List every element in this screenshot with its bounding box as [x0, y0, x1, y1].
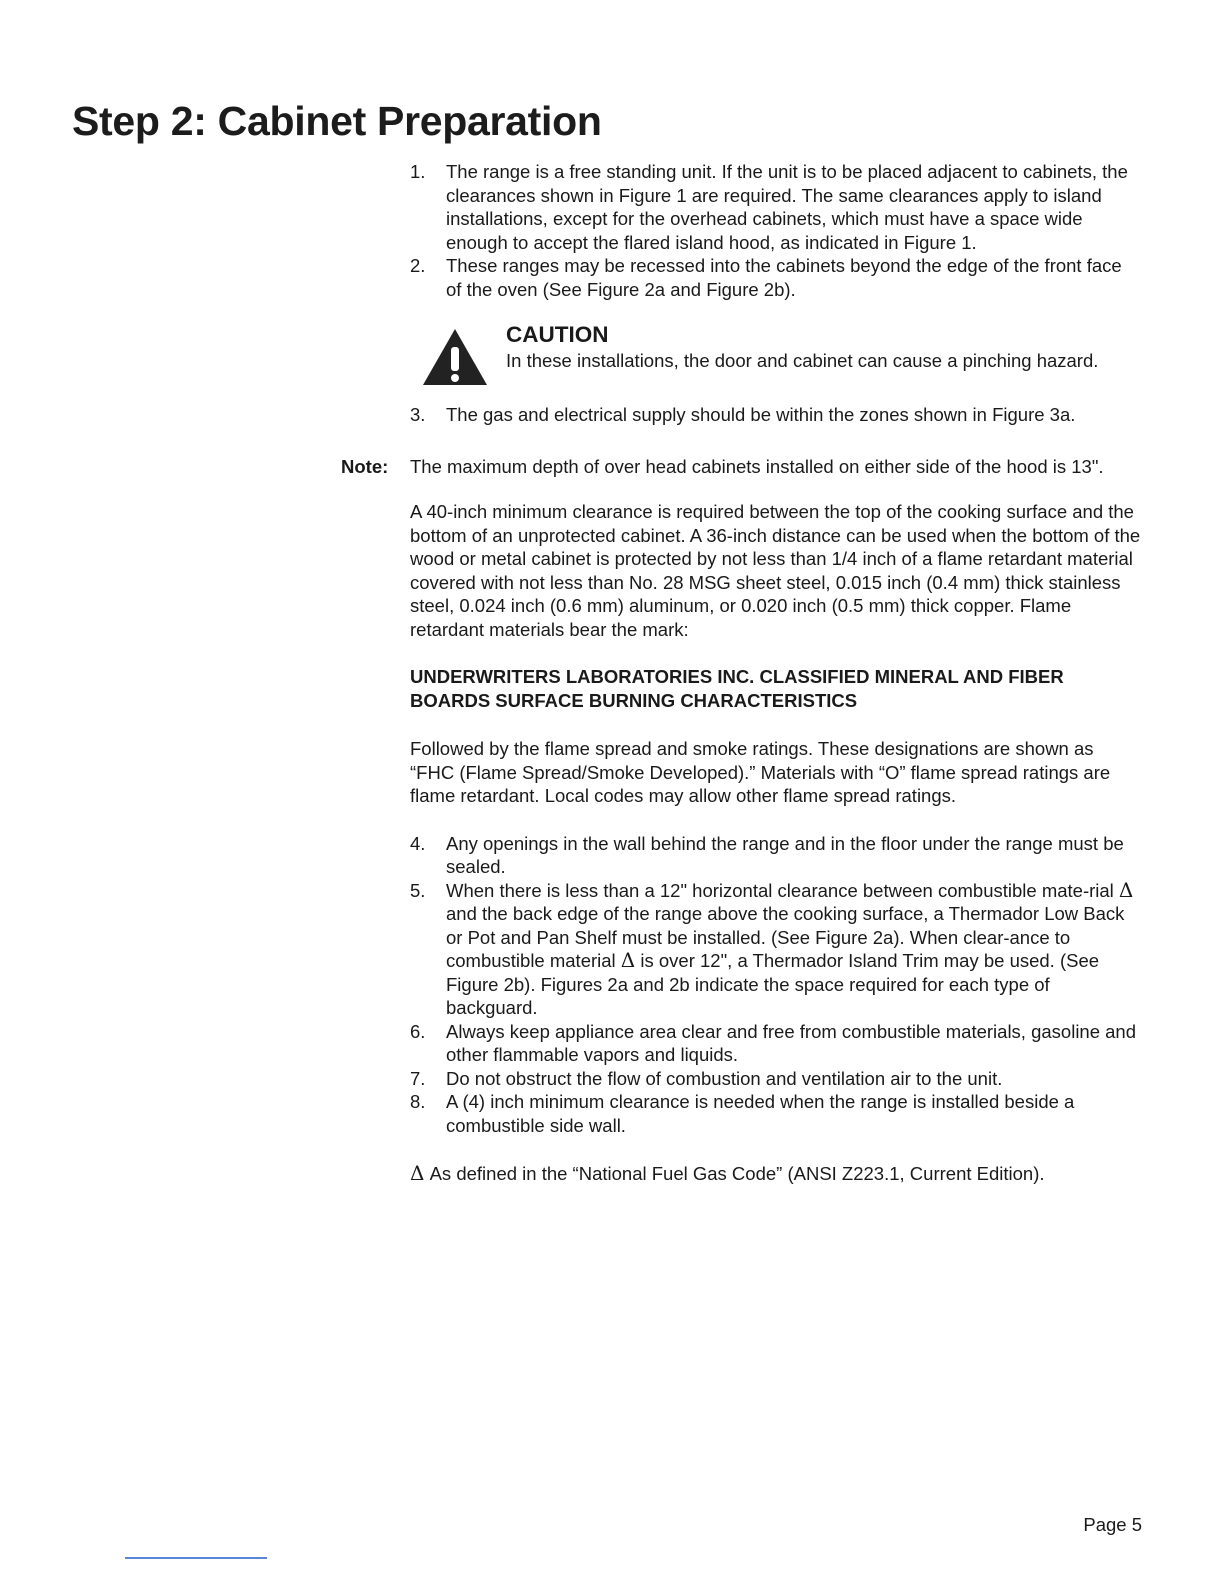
list-item-text: is over 12", a Thermador Island Trim may be used. (See Figure 2b). Figures 2a and 2b indicate the space required for each type of backguard. [446, 950, 1100, 1018]
delta-icon: Δ [1118, 877, 1134, 902]
list-item-text: The gas and electrical supply should be within the zones shown in Figure 3a. [446, 404, 1076, 425]
clearance-paragraph: A 40-inch minimum clearance is required between the top of the cooking surface and the bottom of an unprotected cabinet. A 36-inch distance can be used when the bottom of the wood or metal cabinet is protected by not less than 1/4 inch of a flame retardant material covered with not less than No. 28 MSG sheet steel, 0.015 inch (0.4 mm) thick stainless steel, 0.024 inch (0.6 mm) aluminum, or 0.020 inch (0.5 mm) thick copper. Flame retardant materials bear the mark: [410, 501, 1141, 640]
list-item-number: 3. [410, 404, 426, 425]
list-item-text: Do not obstruct the flow of combustion and ventilation air to the unit. [446, 1067, 1003, 1089]
list-item-number: 7. [410, 1067, 426, 1089]
delta-icon: Δ [410, 1161, 425, 1185]
list-item-number: 4. [410, 832, 426, 854]
numbered-list [341, 403, 1141, 427]
list-item-text: Any openings in the wall behind the range and in the floor under the range must be sealed. [446, 832, 1124, 877]
list-item-number: 2. [410, 255, 426, 276]
list-item [341, 1067, 1141, 1091]
list-item-text: These ranges may be recessed into the cabinets beyond the edge of the front face of the oven (See Figure 2a and Figure 2b). [446, 255, 1122, 300]
list-item [341, 160, 1141, 254]
list-item [341, 403, 1141, 427]
list-item-text: Always keep appliance area clear and free from combustible materials, gasoline and other flammable vapors and liquids. [446, 1020, 1137, 1065]
list-item [341, 1090, 1141, 1137]
list-item-number: 6. [410, 1020, 426, 1042]
list-item [341, 254, 1141, 301]
note [341, 455, 1141, 479]
page-title: Step 2: Cabinet Preparation [72, 98, 602, 144]
list-item-number: 8. [410, 1091, 426, 1112]
list-item-number: 5. [410, 879, 426, 901]
ul-heading: UNDERWRITERS LABORATORIES INC. CLASSIFIED MINERAL AND FIBER BOARDS SURFACE BURNING CHARACTERISTICS [410, 666, 1064, 711]
caution-text: In these installations, the door and cabinet can cause a pinching hazard. [506, 350, 1099, 371]
list-item [341, 832, 1141, 879]
list-item [341, 879, 1141, 1020]
ratings-paragraph: Followed by the flame spread and smoke ratings. These designations are shown as “FHC (Flame Spread/Smoke Developed).” Materials with “O” flame spread ratings are flame retardant. Local codes may allow other flame spread ratings. [410, 738, 1111, 806]
numbered-list [341, 160, 1141, 301]
delta-icon: Δ [620, 948, 636, 972]
main-content [341, 160, 1141, 1186]
list-item-text: and the back edge of the range above the cooking surface, a Thermador Low Back or Pot and Pan Shelf must be installed. (See Figure 2a). When clear-ance to combustible material [446, 903, 1125, 971]
warning-triangle-icon [421, 327, 489, 387]
note-text: The maximum depth of over head cabinets installed on either side of the hood is 13". [410, 455, 1104, 477]
note-label: Note: [341, 455, 389, 477]
numbered-list [341, 832, 1141, 1138]
list-item [341, 1020, 1141, 1067]
list-item-text: A (4) inch minimum clearance is needed when the range is installed beside a combustible side wall. [446, 1091, 1075, 1136]
footnote [341, 1162, 1141, 1186]
caution-title: CAUTION [506, 322, 609, 347]
list-item-number: 1. [410, 161, 426, 182]
divider-line [125, 1557, 267, 1559]
footnote-text: As defined in the “National Fuel Gas Code” (ANSI Z223.1, Current Edition). [429, 1163, 1045, 1184]
list-item-text: The range is a free standing unit. If the unit is to be placed adjacent to cabinets, the clearances shown in Figure 1 are required. The same clearances apply to island installations, except for the overhead cabinets, which must have a space wide enough to accept the flared island hood, as indicated in Figure 1. [446, 161, 1128, 253]
page-number: Page 5 [1083, 1514, 1142, 1535]
caution-box [341, 321, 1141, 387]
list-item-text: When there is less than a 12" horizontal clearance between combustible mate-rial [446, 879, 1114, 901]
